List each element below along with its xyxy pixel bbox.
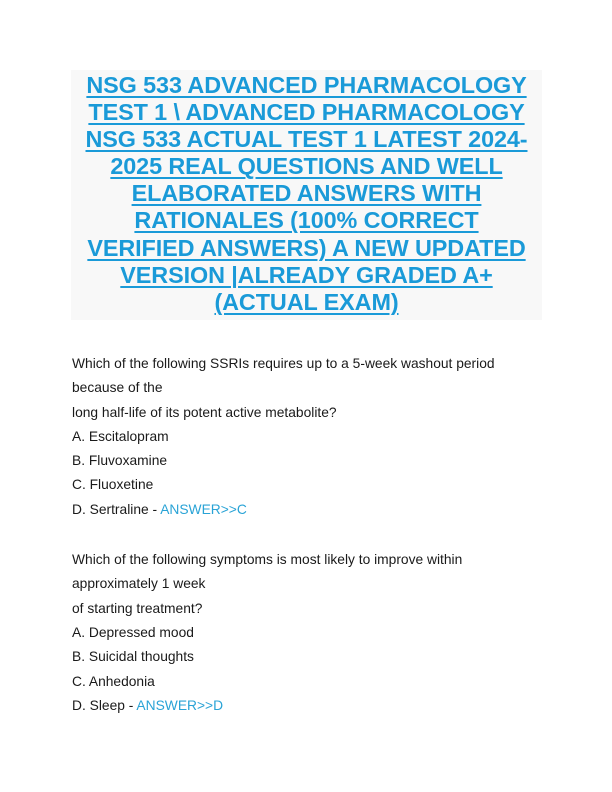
document-title[interactable] xyxy=(71,70,542,316)
option-d: D. Sertraline - xyxy=(72,501,161,517)
option-d-row xyxy=(72,694,542,718)
title-line: 2025 REAL QUESTIONS AND WELL xyxy=(110,153,503,180)
question-stem-line: because of the xyxy=(72,380,163,396)
option-d-row xyxy=(72,498,542,522)
option-d: D. Sleep - xyxy=(72,697,137,713)
questions-list xyxy=(72,352,542,744)
option-c: C. Fluoxetine xyxy=(72,477,154,493)
title-line: VERIFIED ANSWERS) A NEW UPDATED xyxy=(87,234,526,261)
question-stem-line: Which of the following SSRIs requires up to a 5-week washout period xyxy=(72,356,495,371)
title-line: (ACTUAL EXAM) xyxy=(214,288,399,315)
question-stem-line: long half-life of its potent active metabolite? xyxy=(72,404,337,420)
option-c: C. Anhedonia xyxy=(72,673,155,689)
title-line: RATIONALES (100% CORRECT xyxy=(134,207,479,234)
title-line: TEST 1 \ ADVANCED PHARMACOLOGY xyxy=(88,99,525,126)
title-line: NSG 533 ADVANCED PHARMACOLOGY xyxy=(86,72,527,98)
option-a: A. Escitalopram xyxy=(72,428,169,444)
title-line: NSG 533 ACTUAL TEST 1 LATEST 2024- xyxy=(85,126,528,153)
option-a: A. Depressed mood xyxy=(72,624,194,640)
question-stem-line: of starting treatment? xyxy=(72,600,203,616)
title-line: VERSION |ALREADY GRADED A+ xyxy=(120,261,493,288)
question-stem-line: Which of the following symptoms is most likely to improve within xyxy=(72,552,463,568)
answer-key: ANSWER>>D xyxy=(136,697,224,713)
title-line: ELABORATED ANSWERS WITH xyxy=(131,180,482,207)
question-2 xyxy=(72,548,542,718)
question-stem-line: approximately 1 week xyxy=(72,576,206,592)
option-b: B. Suicidal thoughts xyxy=(72,649,194,665)
question-1 xyxy=(72,352,542,522)
title-block xyxy=(71,70,542,320)
answer-key: ANSWER>>C xyxy=(160,501,247,517)
option-b: B. Fluvoxamine xyxy=(72,453,168,469)
